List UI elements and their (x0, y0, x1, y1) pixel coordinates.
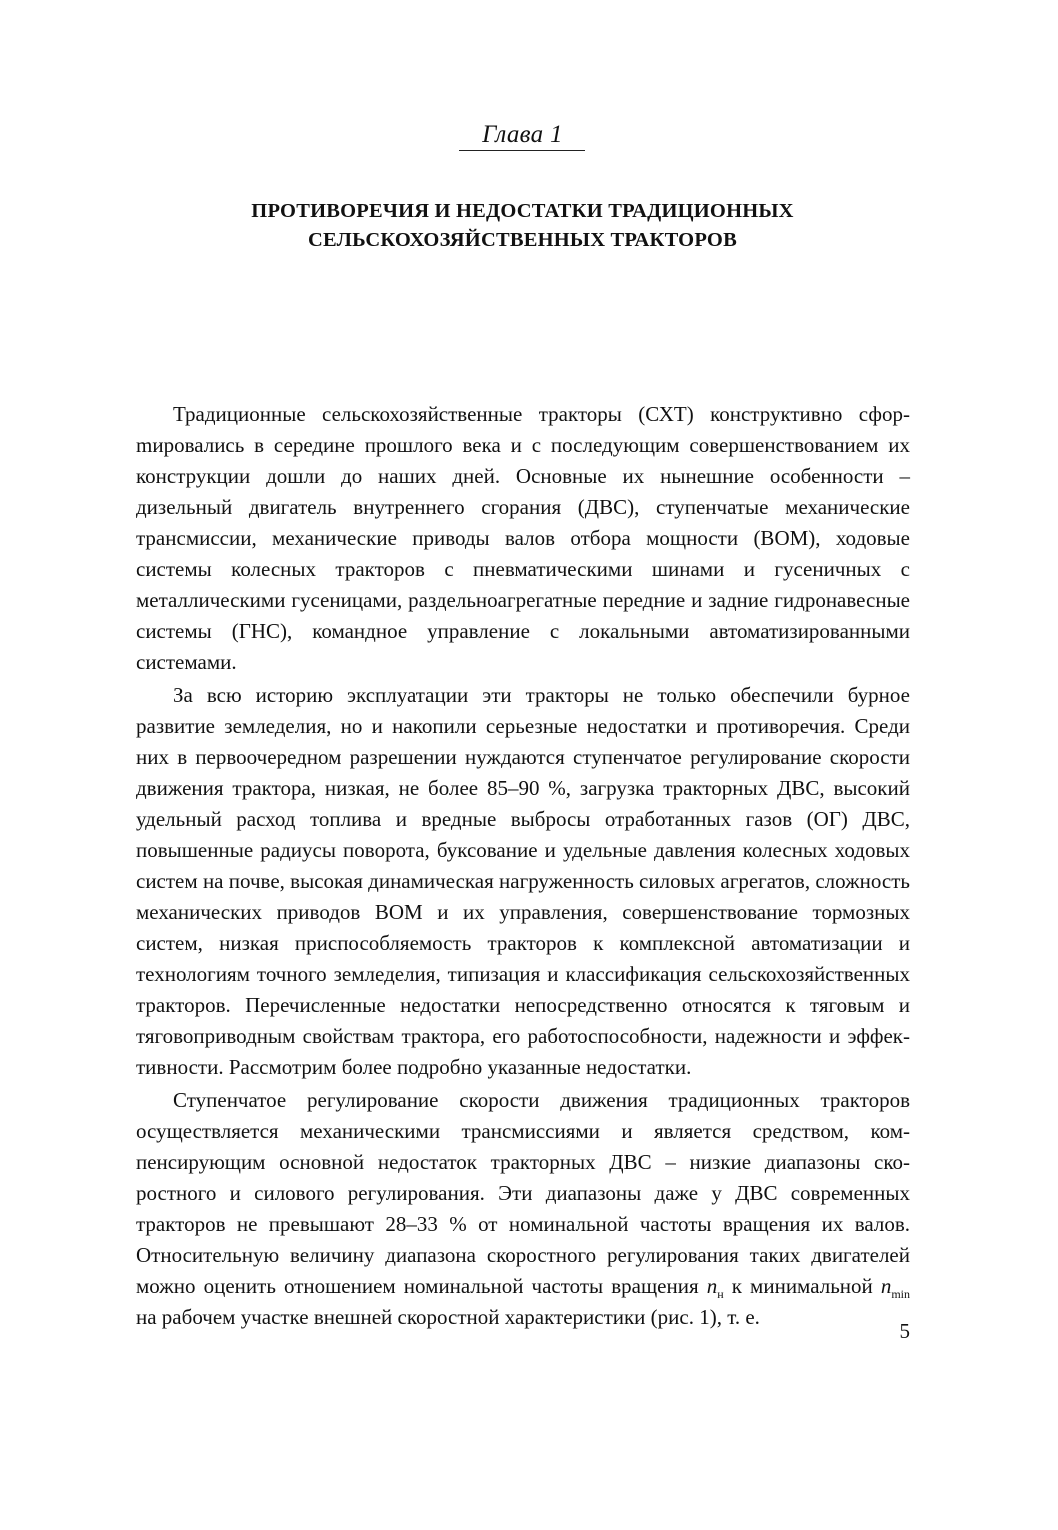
paragraph-3-text-middle: к минимальной (723, 1274, 881, 1298)
chapter-title-line-2: СЕЛЬСКОХОЗЯЙСТВЕННЫХ ТРАКТОРОВ (308, 229, 737, 251)
page-number: 5 (899, 1319, 910, 1343)
chapter-title-line-1: ПРОТИВОРЕЧИЯ И НЕДОСТАТКИ ТРАДИЦИОННЫХ (251, 200, 794, 222)
symbol-n-nominal: n (706, 1274, 718, 1298)
paragraph-3-text-end: на рабочем участке внешней скоростной характеристики (рис. 1), т. е. (136, 1305, 760, 1329)
paragraph-2: За всю историю эксплуатации эти тракторы не только обеспечили бурное развитие земледелия, но и накопили серьезные недостатки и противоречия. Среди них в первоочередном разрешении нуждаются ступенчатое регулирование скорости движения трактора, низкая, не более 85–90 %, загрузка тракторных ДВС, высокий удельный расход топлива и вредные выбросы отработанных газов (ОГ) ДВС, повышенные радиусы поворота, буксование и удельные давления колесных ходовых систем на почве, высокая динамическая нагруженность силовых агрегатов, сложность механических приводов ВОМ и их управления, совершенствование тормозных систем, низкая приспособляемость тракторов к комплексной автоматизации и технологиям точного земледелия, типизация и классификация сельскохозяйственных тракторов. Перечисленные недостатки непосредственно относятся к тяговым и тяговоприводным свойствам трактора, его работоспособности, надежности и эффективности. Рассмотрим более подробно указанные недостатки. (136, 683, 910, 1079)
symbol-n-min: n (880, 1274, 892, 1298)
subscript-nominal: н (717, 1287, 724, 1301)
paragraph-3 (136, 1085, 910, 1333)
chapter-label: Глава 1 (482, 121, 563, 148)
subscript-min: min (891, 1287, 911, 1301)
body-text (136, 399, 910, 1335)
paragraph-1: Традиционные сельскохозяйственные тракторы (СХТ) конструктивно сфорmировались в середине прошлого века и с последующим совершенствованием их конструкции дошли до наших дней. Основные их нынешние особенности – дизельный двигатель внутреннего сгорания (ДВС), ступенчатые механические трансмиссии, механические приводы валов отбора мощности (ВОМ), ходовые системы колесных тракторов с пневматическими шинами и гусеничных с металлическими гусеницами, раздельноагрегатные передние и задние гидронавесные системы (ГНС), командное управление с локальными автоматизированными системами. (136, 402, 910, 674)
chapter-title (0, 197, 1045, 255)
chapter-underline (459, 150, 585, 151)
paragraph-3-text-start: Ступенчатое регулирование скорости движения традиционных тракторов осуществляется механическими трансмиссиями и является средством, компенсирующим основной недостаток тракторных ДВС – низкие диапазоны скоростного и силового регулирования. Эти диапазоны даже у ДВС современных тракторов не превышают 28–33 % от номинальной частоты вращения их валов. Относительную величину диапазона скоростного регулирования таких двигателей можно оценить отношением номинальной частоты вращения (136, 1088, 910, 1298)
